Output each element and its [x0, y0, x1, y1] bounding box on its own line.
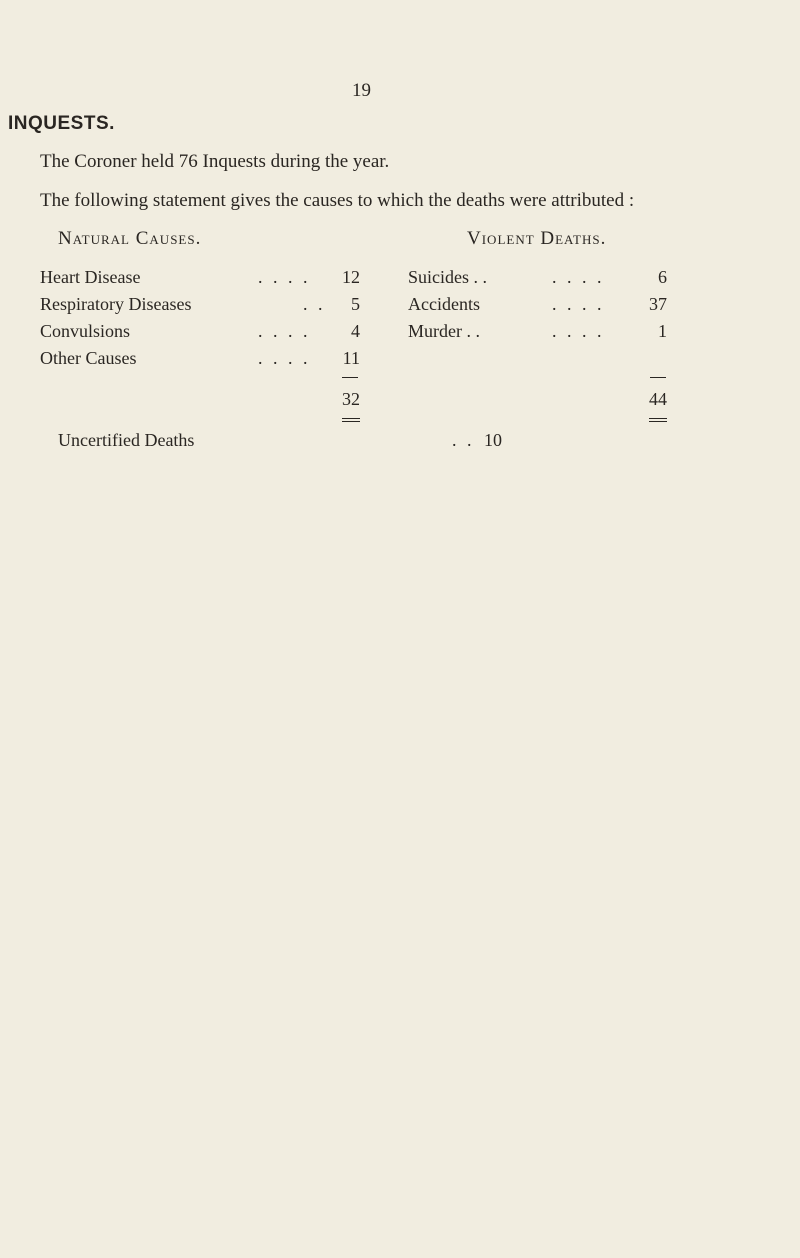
uncertified-label: Uncertified Deaths [58, 430, 195, 450]
violent-row-value: 1 [658, 321, 667, 341]
violent-total: 44 [649, 389, 667, 409]
natural-row-dots: . . . . [258, 321, 311, 341]
natural-double-rule [342, 418, 360, 422]
violent-row-dots: . . . . [552, 267, 605, 287]
violent-deaths-heading: Violent Deaths. [467, 228, 607, 249]
natural-row-label: Other Causes [40, 348, 137, 368]
natural-row-value: 5 [351, 294, 360, 314]
violent-row-dots: . . . . [552, 321, 605, 341]
violent-row-label: Suicides . . [408, 267, 487, 287]
violent-row-label: Murder . . [408, 321, 480, 341]
violent-row-value: 37 [649, 294, 667, 314]
natural-row-dots: . . . . [258, 267, 311, 287]
natural-row-value: 12 [342, 267, 360, 287]
natural-row-label: Convulsions [40, 321, 131, 341]
violent-row-dots: . . . . [552, 294, 605, 314]
violent-total-rule [650, 377, 666, 378]
violent-double-rule [649, 418, 667, 422]
natural-row-dots: . . . . [258, 348, 311, 368]
uncertified-dots: . . [452, 430, 475, 450]
violent-row-label: Accidents [408, 294, 480, 314]
natural-row-label: Heart Disease [40, 267, 141, 287]
natural-row-dots: . . [303, 294, 326, 314]
paragraph-statement: The following statement gives the causes to which the deaths were attributed : [40, 190, 635, 211]
natural-row-value: 11 [342, 348, 360, 368]
violent-row-value: 6 [658, 267, 667, 287]
natural-causes-heading: Natural Causes. [58, 228, 202, 249]
section-heading: INQUESTS. [8, 113, 115, 134]
uncertified-value: 10 [484, 430, 502, 450]
natural-total: 32 [342, 389, 360, 409]
natural-row-value: 4 [351, 321, 360, 341]
paragraph-inquests-count: The Coroner held 76 Inquests during the year. [40, 151, 390, 172]
natural-total-rule [342, 377, 358, 378]
natural-row-label: Respiratory Diseases [40, 294, 192, 314]
page-number: 19 [352, 80, 371, 101]
